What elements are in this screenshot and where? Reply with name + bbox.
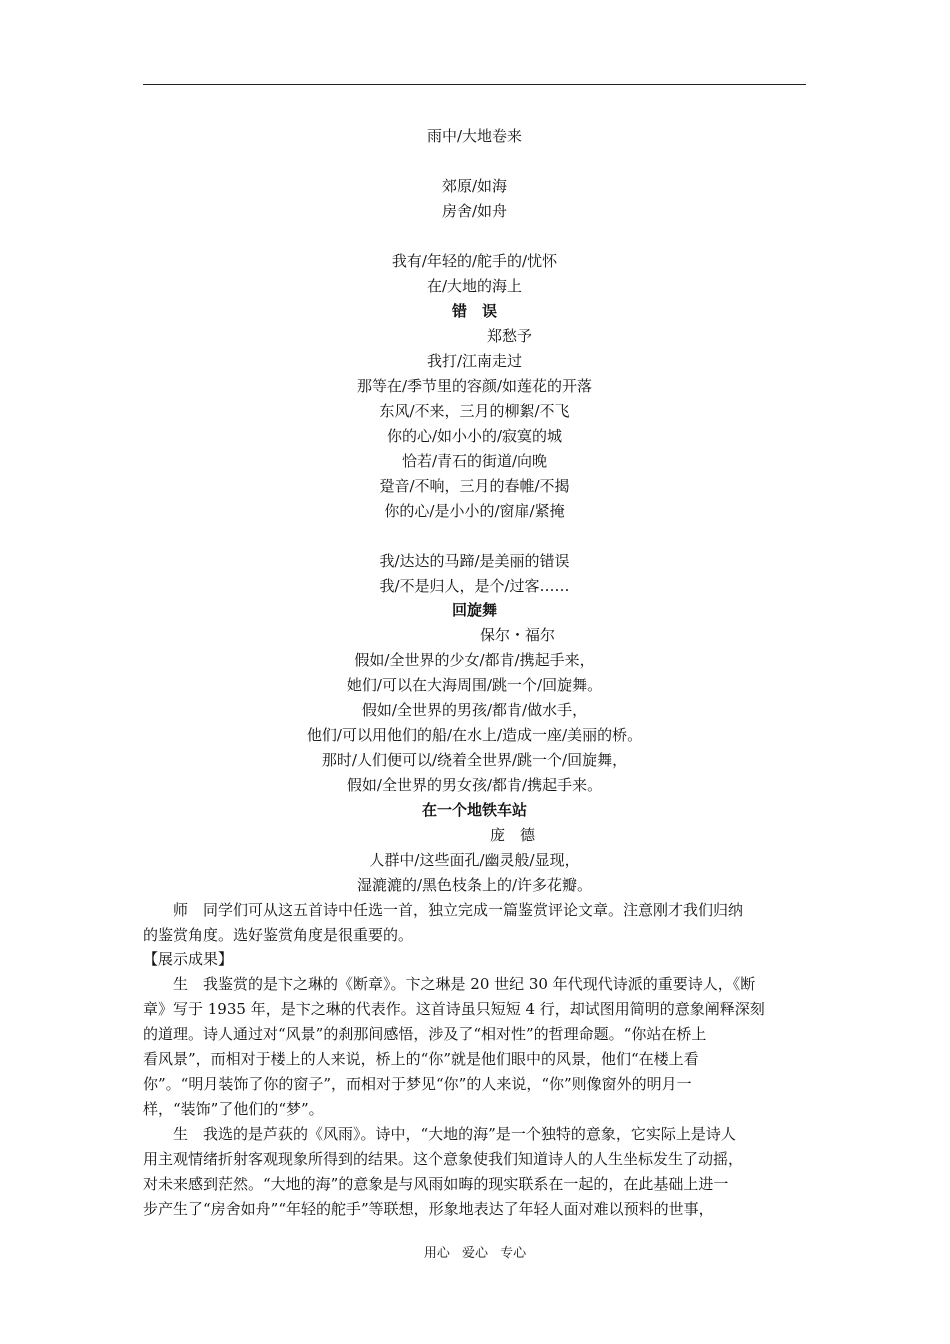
poem3-line-5: 那时/人们便可以/绕着全世界/跳一个/回旋舞， xyxy=(321,751,628,769)
page-footer: 用心 爱心 专心 xyxy=(423,1246,527,1261)
poem1-line-1: 雨中/大地卷来 xyxy=(426,127,523,145)
poem4-line-2: 湿漉漉的/黑色枝条上的/许多花瓣。 xyxy=(356,876,593,894)
poem3-line-3: 假如/全世界的男孩/都肯/做水手， xyxy=(361,701,588,719)
poem4-title: 在一个地铁车站 xyxy=(421,801,527,819)
poem3-title: 回旋舞 xyxy=(451,601,497,619)
poem4-line-1: 人群中/这些面孔/幽灵般/显现， xyxy=(369,851,580,869)
section-title: 【展示成果】 xyxy=(143,950,234,968)
poem4-author: 庞 德 xyxy=(489,826,535,844)
student1-line-2: 章》写于 1935 年，是卞之琳的代表作。这首诗虽只短短 4 行，却试图用简明的意象阐释深刻 xyxy=(143,1000,765,1018)
student2-line-3: 对未来感到茫然。“大地的海”的意象是与风雨如晦的现实联系在一起的，在此基础上进一 xyxy=(143,1175,729,1193)
poem2-line-4: 你的心/如小小的/寂寞的城 xyxy=(386,427,563,445)
student1-line-4: 看风景”，而相对于楼上的人来说，桥上的“你”就是他们眼中的风景，他们“在楼上看 xyxy=(143,1050,699,1068)
student2-line-2: 用主观情绪折射客观现象所得到的结果。这个意象使我们知道诗人的人生坐标发生了动摇， xyxy=(143,1150,744,1168)
poem2-line-9: 我/不是归人，是个/过客…… xyxy=(379,577,570,595)
student2-line-4: 步产生了“房舍如舟”“年轻的舵手”等联想，形象地表达了年轻人面对难以预料的世事， xyxy=(143,1200,714,1218)
poem2-line-1: 我打/江南走过 xyxy=(426,352,523,370)
poem1-line-2: 郊原/如海 xyxy=(441,177,508,195)
poem1-line-4: 我有/年轻的/舵手的/忧怀 xyxy=(391,252,558,270)
student2-line-1: 生 我选的是芦荻的《风雨》。诗中，“大地的海”是一个独特的意象，它实际上是诗人 xyxy=(173,1125,736,1143)
poem2-author: 郑愁予 xyxy=(486,327,532,345)
student1-line-6: 样，“装饰”了他们的“梦”。 xyxy=(143,1100,324,1118)
student1-line-5: 你”。“明月装饰了你的窗子”，而相对于梦见“你”的人来说，“你”则像窗外的明月一 xyxy=(143,1075,692,1093)
poem2-line-3: 东风/不来，三月的柳絮/不飞 xyxy=(379,402,570,420)
poem3-line-1: 假如/全世界的少女/都肯/携起手来， xyxy=(354,651,595,669)
poem3-line-6: 假如/全世界的男女孩/都肯/携起手来。 xyxy=(346,776,603,794)
poem3-author: 保尔・福尔 xyxy=(479,626,555,644)
teacher-line-1: 师 同学们可从这五首诗中任选一首，独立完成一篇鉴赏评论文章。注意刚才我们归纳 xyxy=(173,901,744,919)
poem3-line-4: 他们/可以用他们的船/在水上/造成一座/美丽的桥。 xyxy=(306,726,643,744)
poem3-line-2: 她们/可以在大海周围/跳一个/回旋舞。 xyxy=(346,676,603,694)
poem2-line-7: 你的心/是小小的/窗扉/紧掩 xyxy=(384,502,565,520)
header-rule xyxy=(143,84,806,85)
poem2-line-5: 恰若/青石的街道/向晚 xyxy=(401,452,548,470)
poem1-line-3: 房舍/如舟 xyxy=(441,202,508,220)
poem2-line-2: 那等在/季节里的容颜/如莲花的开落 xyxy=(356,377,593,395)
student1-line-3: 的道理。诗人通过对“风景”的刹那间感悟，涉及了“相对性”的哲理命题。“你站在桥上 xyxy=(143,1025,707,1043)
student1-line-1: 生 我鉴赏的是卞之琳的《断章》。卞之琳是 20 世纪 30 年代现代诗派的重要诗人，《断 xyxy=(173,975,756,993)
teacher-line-2: 的鉴赏角度。选好鉴赏角度是很重要的。 xyxy=(143,926,414,944)
poem2-title: 错 误 xyxy=(451,302,497,320)
poem2-line-8: 我/达达的马蹄/是美丽的错误 xyxy=(379,552,570,570)
poem1-line-5: 在/大地的海上 xyxy=(426,277,523,295)
poem2-line-6: 跫音/不响，三月的春帷/不揭 xyxy=(379,477,570,495)
